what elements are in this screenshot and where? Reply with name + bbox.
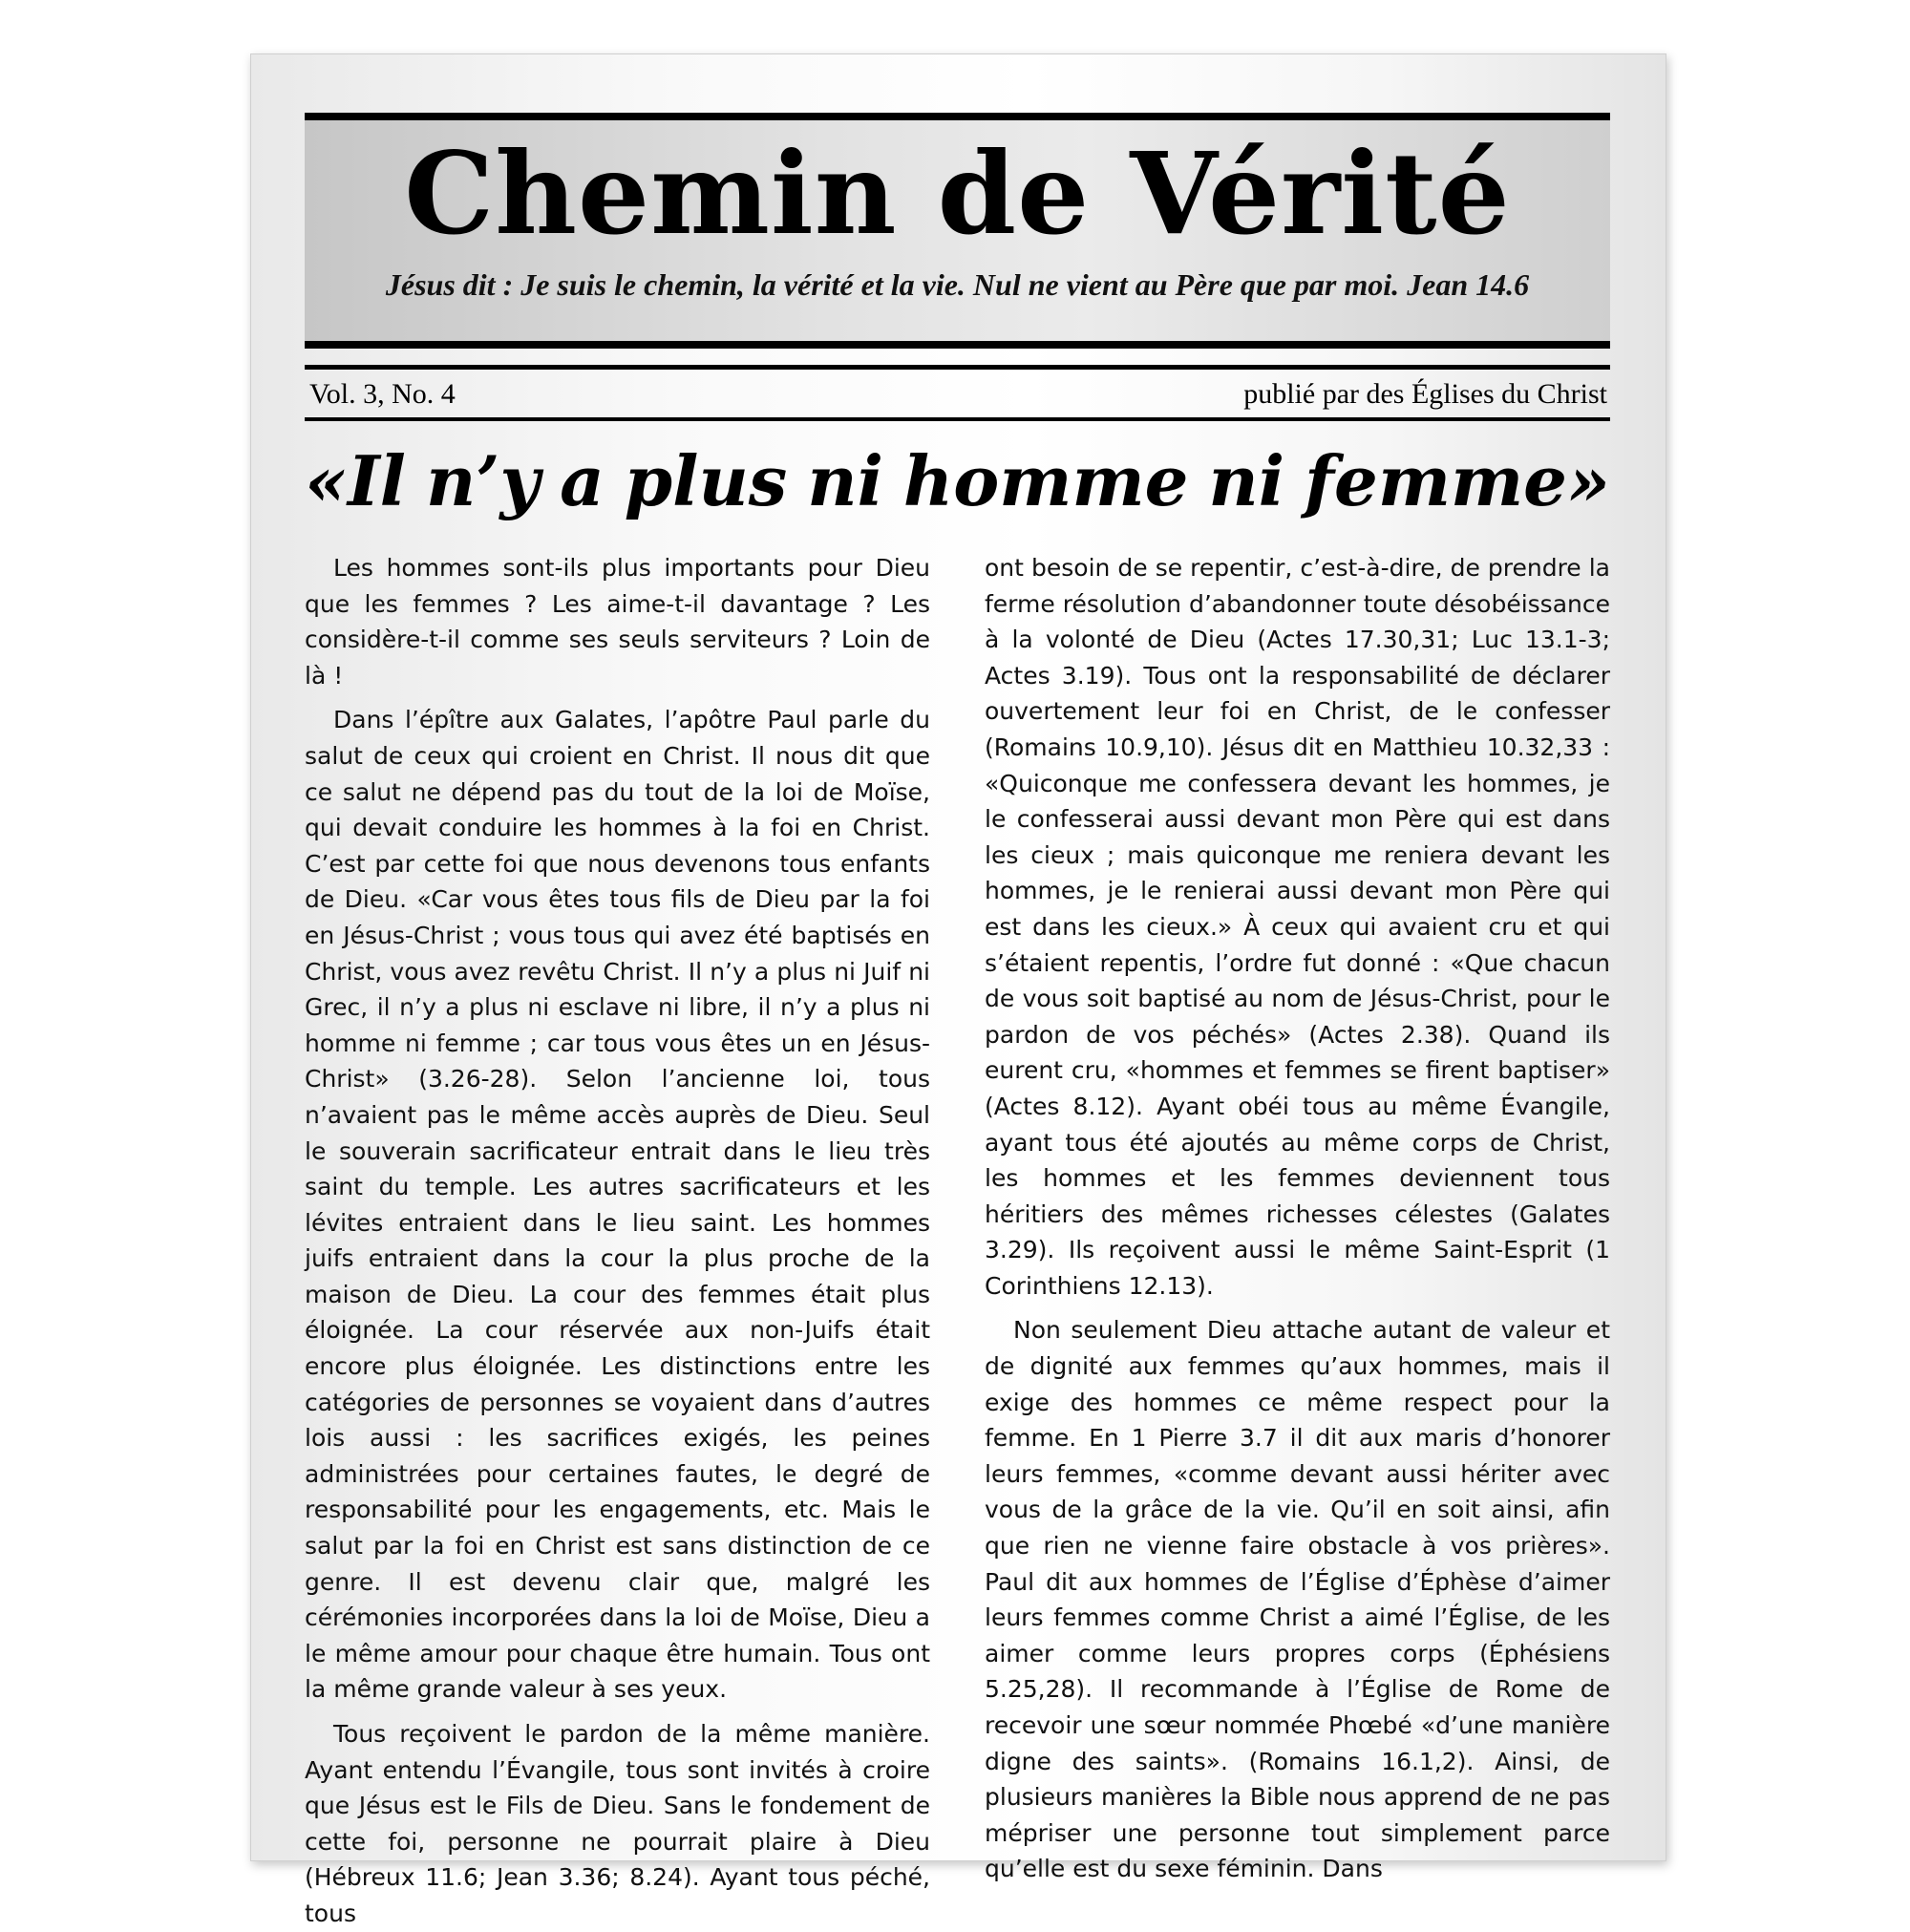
masthead-bottom-rule [305,341,1610,349]
headline-word: ni [1208,440,1285,521]
headline-word: ni [807,440,883,521]
masthead-bottom-rule-thin [305,365,1610,370]
headline-word: femme» [1305,440,1610,521]
newsletter-title: Chemin de Vérité [404,127,1511,260]
article-column-left [305,550,930,1927]
article-headline [305,440,1610,521]
masthead [305,120,1610,341]
article-paragraph: Non seulement Dieu attache autant de valeur et de dignité aux femmes qu’aux hommes, mais il exige des hommes ce même respect pour la femme. En 1 Pierre 3.7 il dit aux maris d’honorer leurs femmes, «comme devant aussi hériter avec vous de la grâce de la vie. Qu’il en soit ainsi, afin que rien ne vienne faire obstacle à vos prières». Paul dit aux hommes de l’Église d’Éphèse d’aimer leurs femmes comme Christ a aimé l’Église, de les aimer comme leurs propres corps (Éphésiens 5.25,28). Il recommande à l’Église de Rome de recevoir une sœur nommée Phœbé «d’une manière digne des saints». (Romains 16.1,2). Ainsi, de plusieurs manières la Bible nous apprend de ne pas mépriser une personne tout simplement parce qu’elle est du sexe féminin. Dans [985,1316,1610,1883]
article-paragraph: Tous reçoivent le pardon de la même manière. Ayant entendu l’Évangile, tous sont invités à croire que Jésus est le Fils de Dieu. Sans le fondement de cette foi, personne ne pourrait plaire à Dieu (Hébreux 11.6; Jean 3.36; 8.24). Ayant tous péché, tous [305,1720,930,1927]
article-paragraph: Dans l’épître aux Galates, l’apôtre Paul parle du salut de ceux qui croient en Christ. Il nous dit que ce salut ne dépend pas du tout de la loi de Moïse, qui devait conduire les hommes à la foi en Christ. C’est par cette foi que nous devenons tous enfants de Dieu. «Car vous êtes tous fils de Dieu par la foi en Jésus-Christ ; vous tous qui avez été baptisés en Christ, vous avez revêtu Christ. Il n’y a plus ni Juif ni Grec, il n’y a plus ni esclave ni libre, il n’y a plus ni homme ni femme ; car tous vous êtes un en Jésus-Christ» (3.26-28). Selon l’ancienne loi, tous n’avaient pas le même accès auprès de Dieu. Seul le souverain sacrificateur entrait dans le lieu très saint du temple. Les autres sacrificateurs et les lévites entraient dans le lieu saint. Les hommes juifs entraient dans la cour la plus proche de la maison de Dieu. La cour des femmes était plus éloignée. La cour réservée aux non-Juifs était encore plus éloignée. Les distinctions entre les catégories de personnes se voyaient dans d’autres lois aussi : les sacrifices exigés, les peines administrées pour certaines fautes, le degré de responsabilité pour les engagements, etc. Mais le salut par la foi en Christ est sans distinction de ce genre. Il est devenu clair que, malgré les cérémonies incorporées dans la loi de Moïse, Dieu a le même amour pour chaque être humain. Tous ont la même grande valeur à ses yeux. [305,706,930,1704]
headline-word: «Il [305,440,407,521]
headline-word: plus [624,440,788,521]
article-column-right [985,550,1610,1883]
headline-word: homme [902,440,1189,521]
masthead-verse: Jésus dit : Je suis le chemin, la vérité et la vie. Nul ne vient au Père que par moi. Jean 14.6 [385,267,1530,302]
headline-word: a [560,440,605,521]
article-paragraph: ont besoin de se repentir, c’est-à-dire, de prendre la ferme résolution d’abandonner toute désobéissance à la volonté de Dieu (Actes 17.30,31; Luc 13.1-3; Actes 3.19). Tous ont la responsabilité de déclarer ouvertement leur foi en Christ, de le confesser (Romains 10.9,10). Jésus dit en Matthieu 10.32,33 : «Quiconque me confessera devant les hommes, je le confesserai aussi devant mon Père qui est dans les cieux ; mais quiconque me reniera devant les hommes, je le renierai aussi devant mon Père qui est dans les cieux.» À ceux qui avaient cru et qui s’étaient repentis, l’ordre fut donné : «Que chacun de vous soit baptisé au nom de Jésus-Christ, pour le pardon de vos péchés» (Actes 2.38). Quand ils eurent cru, «hommes et femmes se firent baptiser» (Actes 8.12). Ayant obéi tous au même Évangile, ayant tous été ajoutés au même corps de Christ, les hommes et les femmes deviennent tous héritiers des mêmes richesses célestes (Galates 3.29). Ils reçoivent aussi le même Saint-Esprit (1 Corinthiens 12.13). [985,554,1610,1300]
volume-number: Vol. 3, No. 4 [309,378,456,410]
headline-word: n’y [425,440,541,521]
article-paragraph: Les hommes sont-ils plus importants pour Dieu que les femmes ? Les aime-t-il davantage ? Les considère-t-il comme ses seuls serviteurs ? Loin de là ! [305,554,930,690]
info-bar-rule [305,417,1610,421]
top-rule-thick [305,113,1610,120]
publisher-line: publié par des Églises du Christ [1243,378,1607,410]
